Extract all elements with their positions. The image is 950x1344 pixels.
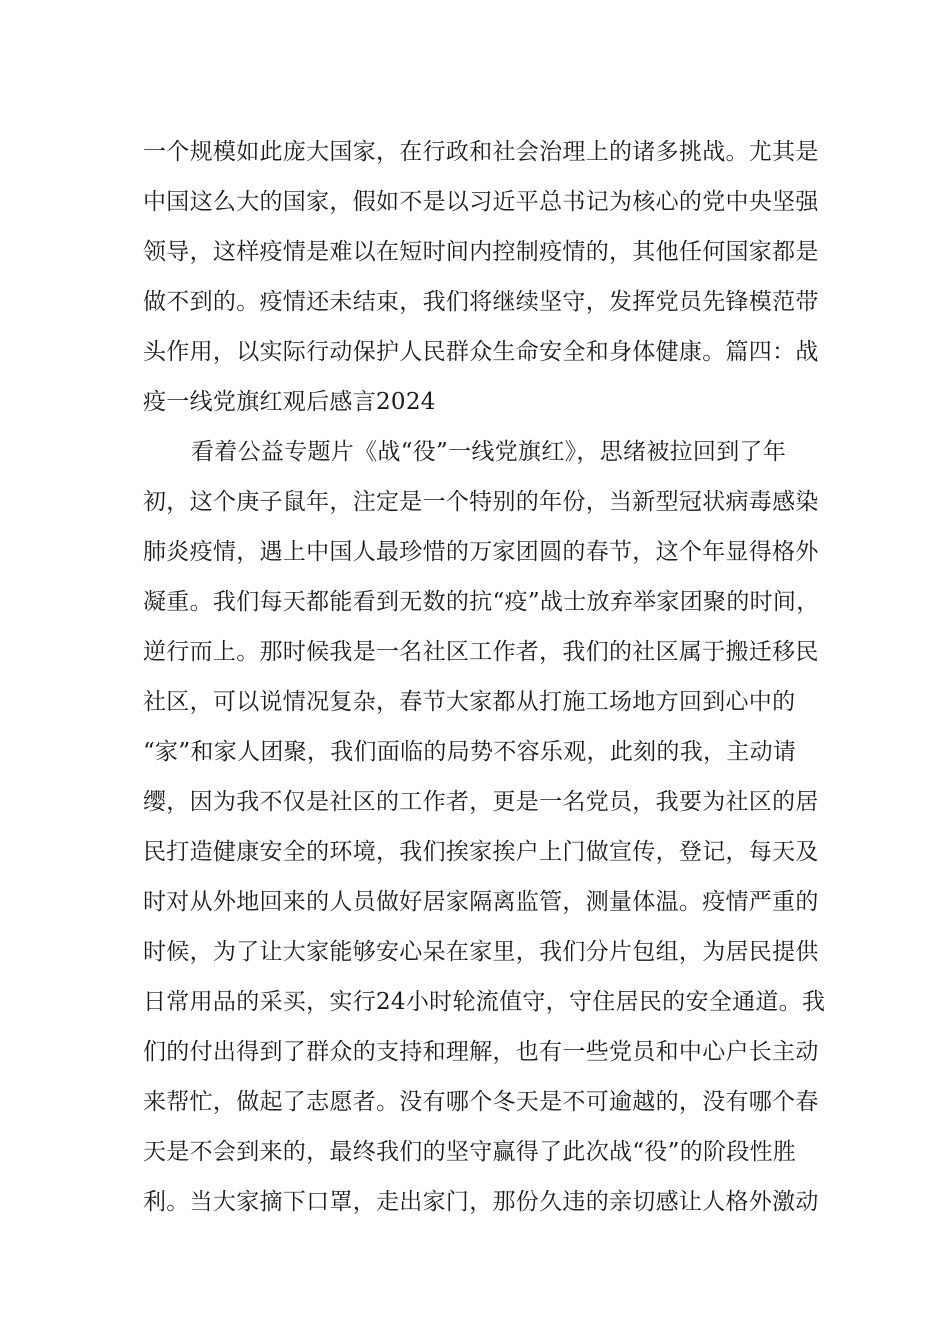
text-line: 来帮忙，做起了志愿者。没有哪个冬天是不可逾越的，没有哪个春: [143, 1089, 819, 1115]
text-line: 肺炎疫情，遇上中国人最珍惜的万家团圆的春节，这个年显得格外: [143, 539, 819, 565]
text-line: 做不到的。疫情还未结束，我们将继续坚守，发挥党员先锋模范带: [143, 289, 819, 315]
text-line: 一个规模如此庞大国家，在行政和社会治理上的诸多挑战。尤其是: [143, 139, 819, 165]
text-line: 领导，这样疫情是难以在短时间内控制疫情的，其他任何国家都是: [143, 239, 819, 265]
text-line: 逆行而上。那时候我是一名社区工作者，我们的社区属于搬迁移民: [143, 639, 819, 665]
text-line: 凝重。我们每天都能看到无数的抗“疫”战士放弃举家团聚的时间，: [143, 589, 820, 615]
paragraph-first-line: 看着公益专题片《战“役”一线党旗红》，思绪被拉回到了年: [191, 439, 787, 465]
text-line: “家”和家人团聚，我们面临的局势不容乐观，此刻的我，主动请: [143, 739, 797, 765]
text-line: 疫一线党旗红观后感言2024: [143, 389, 436, 415]
text-line: 社区，可以说情况复杂，春节大家都从打施工场地方回到心中的: [143, 689, 796, 715]
text-line: 利。当大家摘下口罩，走出家门，那份久违的亲切感让人格外激动: [143, 1189, 819, 1215]
text-line: 们的付出得到了群众的支持和理解，也有一些党员和中心户长主动: [143, 1039, 819, 1065]
text-line: 天是不会到来的，最终我们的坚守赢得了此次战“役”的阶段性胜: [143, 1139, 797, 1165]
text-line: 日常用品的采买，实行24小时轮流值守，守住居民的安全通道。我: [143, 989, 826, 1015]
text-line: 民打造健康安全的环境，我们挨家挨户上门做宣传，登记，每天及: [143, 839, 819, 865]
text-line: 初，这个庚子鼠年，注定是一个特别的年份，当新型冠状病毒感染: [143, 489, 819, 515]
text-line: 头作用，以实际行动保护人民群众生命安全和身体健康。篇四：战: [143, 339, 819, 365]
text-line: 中国这么大的国家，假如不是以习近平总书记为核心的党中央坚强: [143, 189, 819, 215]
text-line: 时候，为了让大家能够安心呆在家里，我们分片包组，为居民提供: [143, 939, 819, 965]
text-line: 时对从外地回来的人员做好居家隔离监管，测量体温。疫情严重的: [143, 889, 819, 915]
text-line: 缨，因为我不仅是社区的工作者，更是一名党员，我要为社区的居: [143, 789, 819, 815]
